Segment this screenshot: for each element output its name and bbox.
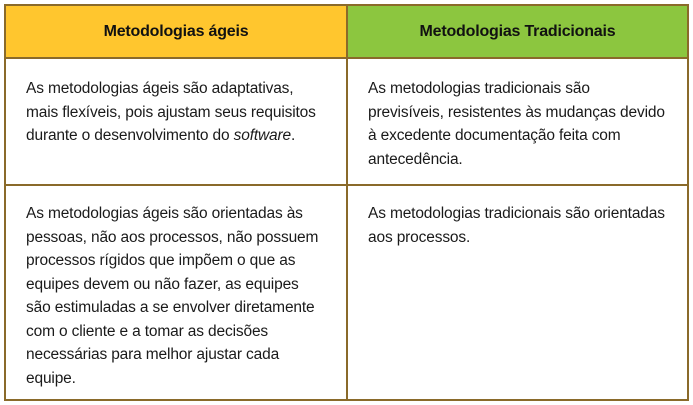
- cell-agile-adaptability: [6, 58, 347, 185]
- header-traditional-methodologies: Metodologias Tradicionais: [347, 6, 687, 58]
- cell-text-end: .: [291, 127, 296, 144]
- cell-emphasis-text: software: [233, 127, 292, 144]
- table-header-row: [6, 6, 687, 58]
- cell-text: As metodologias ágeis são adaptativas, mais flexíveis, pois ajustam seus requisitos durante o desenvolvimento do: [26, 80, 316, 144]
- cell-traditional-predictability: As metodologias tradicionais são previsíveis, resistentes às mudanças devido à excedente documentação feita com antecedência.: [347, 58, 687, 185]
- header-agile-methodologies: Metodologias ágeis: [6, 6, 347, 58]
- cell-traditional-process-oriented: As metodologias tradicionais são orientadas aos processos.: [347, 185, 687, 400]
- cell-agile-people-oriented: As metodologias ágeis são orientadas às pessoas, não aos processos, não possuem processos rígidos que impõem o que as equipes devem ou não fazer, as equipes são estimuladas a se envolver diretamente com o cliente e a tomar as decisões necessárias para melhor ajustar cada equipe.: [6, 185, 347, 400]
- table-row: [6, 185, 687, 400]
- table-row: [6, 58, 687, 185]
- comparison-table: [6, 6, 687, 400]
- comparison-table-frame: [4, 4, 689, 401]
